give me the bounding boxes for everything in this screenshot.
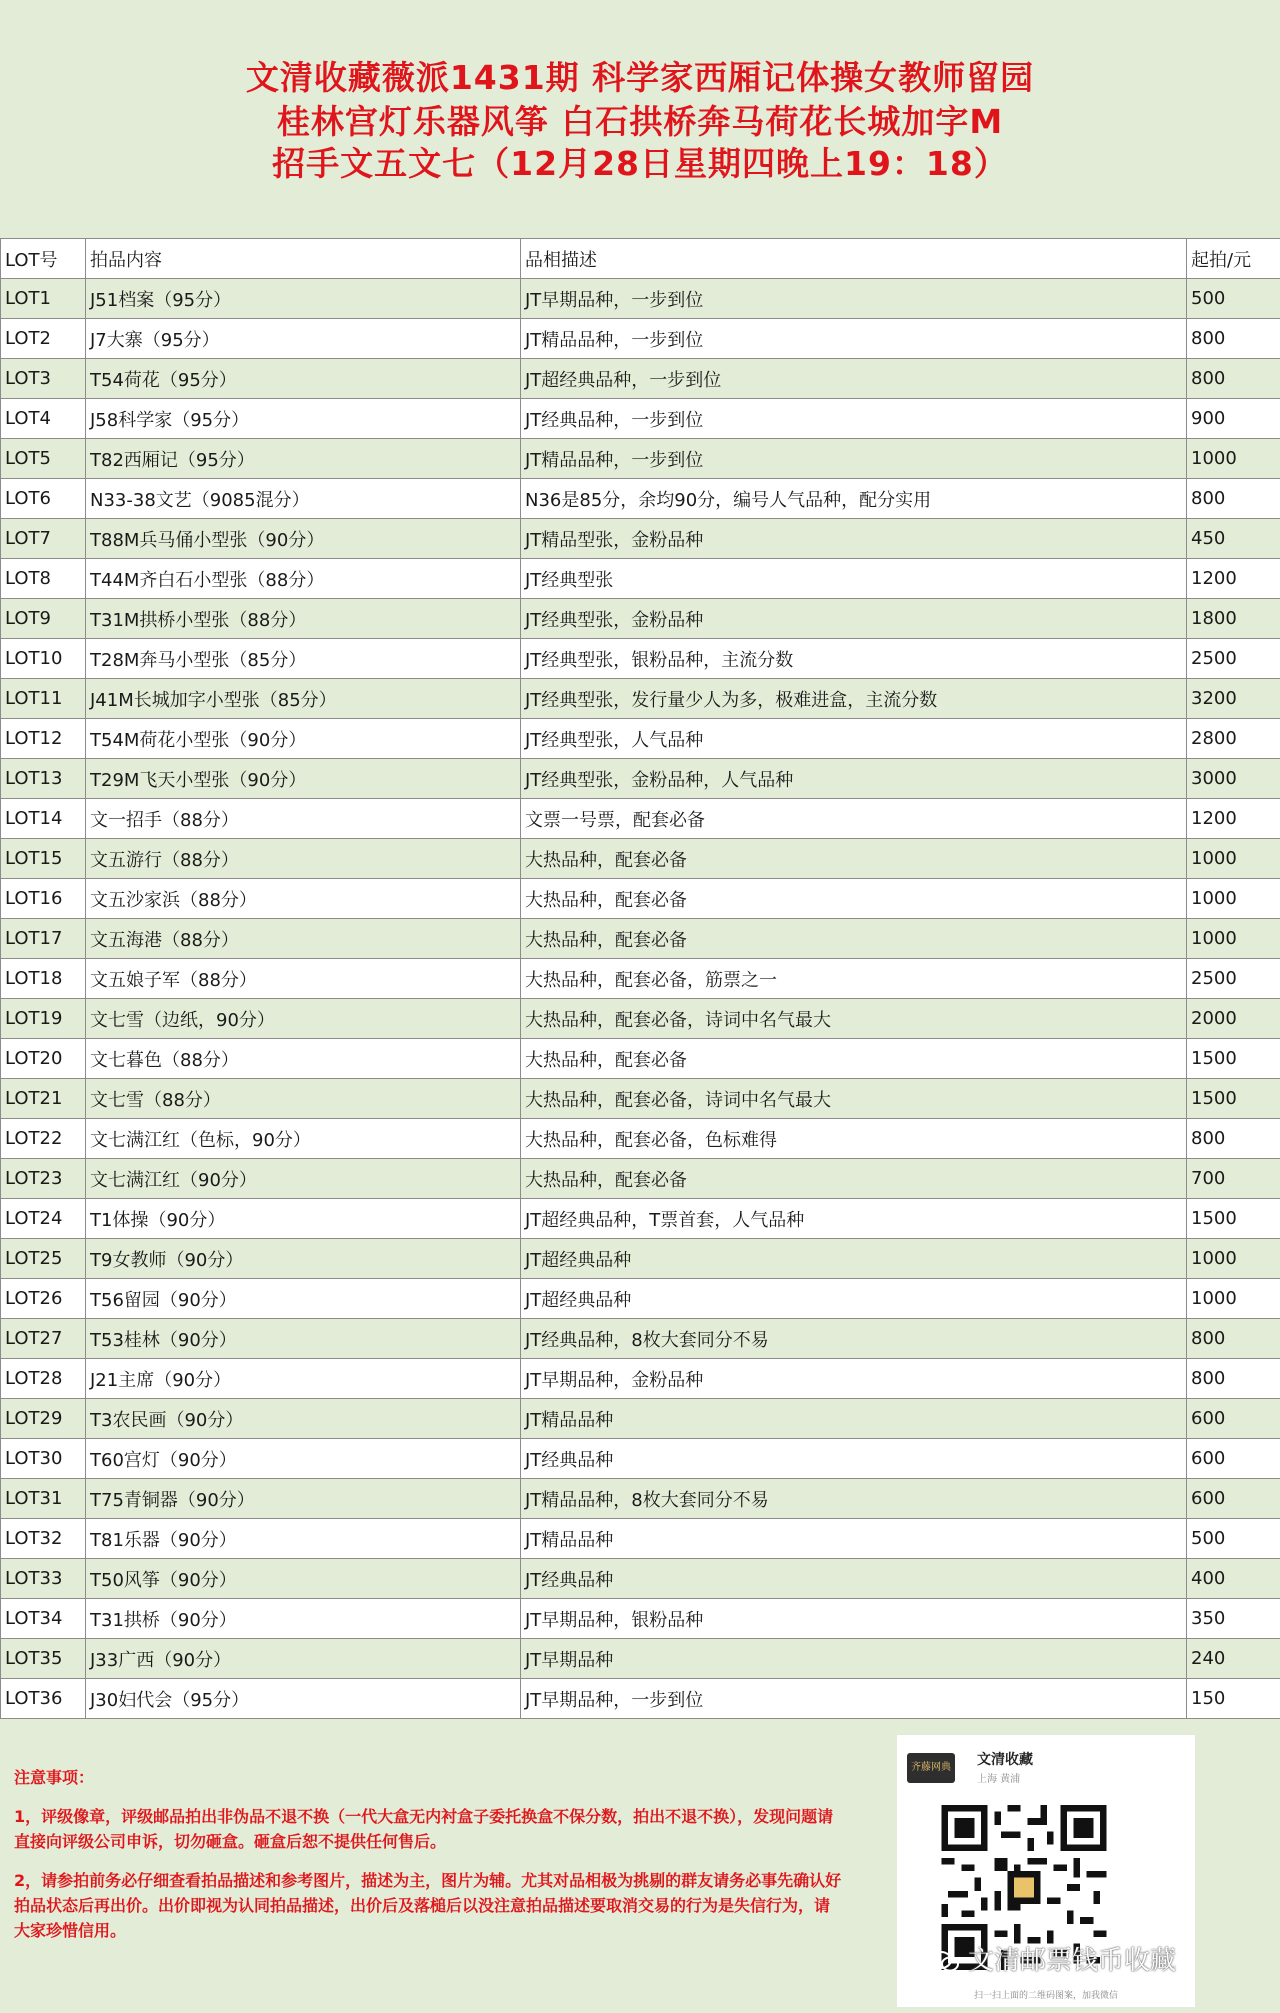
condition-cell: JT精品品种，一步到位 (521, 319, 1187, 359)
start-price-cell: 2000 (1187, 999, 1280, 1039)
item-name-cell: T75青铜器（90分） (86, 1479, 521, 1519)
item-name-cell: 文一招手（88分） (86, 799, 521, 839)
item-name-cell: T31M拱桥小型张（88分） (86, 599, 521, 639)
account-name: 文清收藏 (977, 1752, 1033, 1768)
start-price-cell: 1200 (1187, 559, 1280, 599)
condition-cell: 大热品种，配套必备 (521, 1159, 1187, 1199)
start-price-cell: 500 (1187, 1519, 1280, 1559)
condition-cell: JT经典品种 (521, 1439, 1187, 1479)
start-price-cell: 500 (1187, 279, 1280, 319)
lot-number-cell: LOT22 (1, 1119, 86, 1159)
start-price-cell: 2500 (1187, 959, 1280, 999)
start-price-cell: 2800 (1187, 719, 1280, 759)
start-price-cell: 600 (1187, 1439, 1280, 1479)
item-name-cell: 文五游行（88分） (86, 839, 521, 879)
title-line-3: 招手文五文七（12月28日星期四晚上19：18） (272, 144, 1008, 183)
wechat-watermark (930, 1940, 1176, 1977)
item-name-cell: T60宫灯（90分） (86, 1439, 521, 1479)
table-row (1, 839, 1280, 879)
item-name-cell: 文七满江红（色标，90分） (86, 1119, 521, 1159)
table-row (1, 639, 1280, 679)
lot-number-cell: LOT27 (1, 1319, 86, 1359)
table-row (1, 359, 1280, 399)
start-price-cell: 240 (1187, 1639, 1280, 1679)
item-name-cell: T50风筝（90分） (86, 1559, 521, 1599)
start-price-cell: 3200 (1187, 679, 1280, 719)
column-header-start-price: 起拍/元 (1187, 239, 1280, 279)
item-name-cell: J58科学家（95分） (86, 399, 521, 439)
item-name-cell: J7大寨（95分） (86, 319, 521, 359)
item-name-cell: T29M飞天小型张（90分） (86, 759, 521, 799)
condition-cell: JT经典品种，8枚大套同分不易 (521, 1319, 1187, 1359)
start-price-cell: 1500 (1187, 1079, 1280, 1119)
lot-number-cell: LOT21 (1, 1079, 86, 1119)
table-row (1, 1399, 1280, 1439)
table-row (1, 1599, 1280, 1639)
item-name-cell: T82西厢记（95分） (86, 439, 521, 479)
condition-cell: JT精品品种 (521, 1399, 1187, 1439)
table-row (1, 1319, 1280, 1359)
table-row (1, 319, 1280, 359)
condition-cell: JT经典品种 (521, 1559, 1187, 1599)
item-name-cell: J21主席（90分） (86, 1359, 521, 1399)
item-name-cell: T54荷花（95分） (86, 359, 521, 399)
condition-cell: 大热品种，配套必备 (521, 879, 1187, 919)
start-price-cell: 700 (1187, 1159, 1280, 1199)
start-price-cell: 900 (1187, 399, 1280, 439)
item-name-cell: 文七雪（88分） (86, 1079, 521, 1119)
lot-number-cell: LOT3 (1, 359, 86, 399)
table-row (1, 1079, 1280, 1119)
condition-cell: 文票一号票，配套必备 (521, 799, 1187, 839)
item-name-cell: T53桂林（90分） (86, 1319, 521, 1359)
table-row (1, 1479, 1280, 1519)
column-header-lot: LOT号 (1, 239, 86, 279)
start-price-cell: 800 (1187, 479, 1280, 519)
item-name-cell: N33-38文艺（9085混分） (86, 479, 521, 519)
item-name-cell: J30妇代会（95分） (86, 1679, 521, 1719)
start-price-cell: 800 (1187, 1319, 1280, 1359)
item-name-cell: T31拱桥（90分） (86, 1599, 521, 1639)
condition-cell: JT早期品种，一步到位 (521, 279, 1187, 319)
condition-cell: 大热品种，配套必备，诗词中名气最大 (521, 1079, 1187, 1119)
item-name-cell: T54M荷花小型张（90分） (86, 719, 521, 759)
lot-number-cell: LOT1 (1, 279, 86, 319)
condition-cell: JT早期品种 (521, 1639, 1187, 1679)
item-name-cell: T28M奔马小型张（85分） (86, 639, 521, 679)
start-price-cell: 3000 (1187, 759, 1280, 799)
lot-number-cell: LOT15 (1, 839, 86, 879)
item-name-cell: J51档案（95分） (86, 279, 521, 319)
item-name-cell: T3农民画（90分） (86, 1399, 521, 1439)
item-name-cell: T81乐器（90分） (86, 1519, 521, 1559)
start-price-cell: 600 (1187, 1399, 1280, 1439)
start-price-cell: 2500 (1187, 639, 1280, 679)
condition-cell: JT经典型张，金粉品种，人气品种 (521, 759, 1187, 799)
item-name-cell: 文五海港（88分） (86, 919, 521, 959)
start-price-cell: 800 (1187, 1359, 1280, 1399)
lot-number-cell: LOT25 (1, 1239, 86, 1279)
account-location: 上海 黄浦 (977, 1774, 1021, 1785)
lot-number-cell: LOT12 (1, 719, 86, 759)
lot-number-cell: LOT32 (1, 1519, 86, 1559)
start-price-cell: 150 (1187, 1679, 1280, 1719)
title-line-2: 桂林宫灯乐器风筝 白石拱桥奔马荷花长城加字M (276, 102, 1004, 141)
column-header-item: 拍品内容 (86, 239, 521, 279)
table-body (1, 279, 1280, 1719)
item-name-cell: J41M长城加字小型张（85分） (86, 679, 521, 719)
lot-number-cell: LOT20 (1, 1039, 86, 1079)
table-row (1, 1039, 1280, 1079)
table-row (1, 1199, 1280, 1239)
lot-number-cell: LOT29 (1, 1399, 86, 1439)
table-row (1, 1279, 1280, 1319)
condition-cell: JT精品品种，8枚大套同分不易 (521, 1479, 1187, 1519)
table-row (1, 1639, 1280, 1679)
table-row (1, 599, 1280, 639)
table-row (1, 1559, 1280, 1599)
table-row (1, 1679, 1280, 1719)
lot-number-cell: LOT16 (1, 879, 86, 919)
start-price-cell: 1000 (1187, 439, 1280, 479)
lot-number-cell: LOT7 (1, 519, 86, 559)
item-name-cell: 文七雪（边纸，90分） (86, 999, 521, 1039)
table-row (1, 1519, 1280, 1559)
item-name-cell: T1体操（90分） (86, 1199, 521, 1239)
table-header-row (1, 239, 1280, 279)
table-row (1, 1359, 1280, 1399)
start-price-cell: 1000 (1187, 919, 1280, 959)
start-price-cell: 1500 (1187, 1039, 1280, 1079)
lot-number-cell: LOT36 (1, 1679, 86, 1719)
table-row (1, 919, 1280, 959)
condition-cell: JT早期品种，金粉品种 (521, 1359, 1187, 1399)
condition-cell: 大热品种，配套必备，色标难得 (521, 1119, 1187, 1159)
condition-cell: JT超经典品种 (521, 1279, 1187, 1319)
condition-cell: JT经典型张，人气品种 (521, 719, 1187, 759)
lot-number-cell: LOT14 (1, 799, 86, 839)
table-row (1, 1239, 1280, 1279)
auction-lot-table (0, 238, 1280, 1719)
table-row (1, 719, 1280, 759)
condition-cell: N36是85分，余均90分，编号人气品种，配分实用 (521, 479, 1187, 519)
table-row (1, 1159, 1280, 1199)
notice-section (14, 1765, 844, 1957)
lot-number-cell: LOT10 (1, 639, 86, 679)
watermark-text: 文清邮票钱币收藏 (968, 1946, 1177, 1976)
lot-number-cell: LOT6 (1, 479, 86, 519)
table-row (1, 559, 1280, 599)
table-row (1, 959, 1280, 999)
lot-number-cell: LOT2 (1, 319, 86, 359)
condition-cell: JT超经典品种 (521, 1239, 1187, 1279)
condition-cell: JT精品品种，一步到位 (521, 439, 1187, 479)
title-line-1: 文清收藏薇派1431期 科学家西厢记体操女教师留园 (245, 58, 1035, 97)
qr-caption: 扫一扫上面的二维码图案，加我微信 (973, 1991, 1118, 2001)
table-row (1, 679, 1280, 719)
item-name-cell: 文五沙家浜（88分） (86, 879, 521, 919)
item-name-cell: T88M兵马俑小型张（90分） (86, 519, 521, 559)
condition-cell: 大热品种，配套必备 (521, 1039, 1187, 1079)
notice-item-2: 2，请参拍前务必仔细查看拍品描述和参考图片，描述为主，图片为辅。尤其对品相极为挑剔的群友请务必事先确认好拍品状态后再出价。出价即视为认同拍品描述，出价后及落槌后以没注意拍品描述要取消交易的行为是失信行为，请大家珍惜信用。 (14, 1871, 842, 1940)
condition-cell: JT精品品种 (521, 1519, 1187, 1559)
table-row (1, 799, 1280, 839)
lot-number-cell: LOT31 (1, 1479, 86, 1519)
condition-cell: 大热品种，配套必备，筋票之一 (521, 959, 1187, 999)
condition-cell: 大热品种，配套必备 (521, 919, 1187, 959)
lot-number-cell: LOT9 (1, 599, 86, 639)
start-price-cell: 1000 (1187, 1279, 1280, 1319)
lot-number-cell: LOT8 (1, 559, 86, 599)
lot-number-cell: LOT19 (1, 999, 86, 1039)
lot-number-cell: LOT18 (1, 959, 86, 999)
start-price-cell: 600 (1187, 1479, 1280, 1519)
table-row (1, 439, 1280, 479)
item-name-cell: T56留园（90分） (86, 1279, 521, 1319)
start-price-cell: 400 (1187, 1559, 1280, 1599)
lot-number-cell: LOT34 (1, 1599, 86, 1639)
condition-cell: JT早期品种，一步到位 (521, 1679, 1187, 1719)
start-price-cell: 450 (1187, 519, 1280, 559)
condition-cell: JT经典型张 (521, 559, 1187, 599)
table-row (1, 1439, 1280, 1479)
notice-item-1: 1，评级像章，评级邮品拍出非伪品不退不换（一代大盒无内衬盒子委托换盒不保分数，拍出不退不换），发现问题请直接向评级公司申诉，切勿砸盒。砸盒后恕不提供任何售后。 (14, 1807, 834, 1851)
table-row (1, 879, 1280, 919)
lot-number-cell: LOT24 (1, 1199, 86, 1239)
notice-title: 注意事项： (14, 1768, 95, 1787)
start-price-cell: 1000 (1187, 839, 1280, 879)
lot-number-cell: LOT26 (1, 1279, 86, 1319)
start-price-cell: 800 (1187, 1119, 1280, 1159)
start-price-cell: 1000 (1187, 1239, 1280, 1279)
table-row (1, 399, 1280, 439)
start-price-cell: 1800 (1187, 599, 1280, 639)
lot-number-cell: LOT35 (1, 1639, 86, 1679)
table-row (1, 519, 1280, 559)
page-header (0, 0, 1280, 233)
start-price-cell: 1000 (1187, 879, 1280, 919)
lot-number-cell: LOT28 (1, 1359, 86, 1399)
lot-number-cell: LOT11 (1, 679, 86, 719)
item-name-cell: J33广西（90分） (86, 1639, 521, 1679)
start-price-cell: 1500 (1187, 1199, 1280, 1239)
lot-number-cell: LOT17 (1, 919, 86, 959)
table-row (1, 1119, 1280, 1159)
item-name-cell: 文七满江红（90分） (86, 1159, 521, 1199)
condition-cell: JT经典型张，金粉品种 (521, 599, 1187, 639)
condition-cell: 大热品种，配套必备，诗词中名气最大 (521, 999, 1187, 1039)
table-row (1, 999, 1280, 1039)
item-name-cell: 文七暮色（88分） (86, 1039, 521, 1079)
table-row (1, 479, 1280, 519)
condition-cell: JT超经典品种，一步到位 (521, 359, 1187, 399)
start-price-cell: 800 (1187, 359, 1280, 399)
column-header-condition: 品相描述 (521, 239, 1187, 279)
lot-number-cell: LOT33 (1, 1559, 86, 1599)
condition-cell: JT经典型张，银粉品种，主流分数 (521, 639, 1187, 679)
brand-logo: 齐藤网典 (907, 1753, 955, 1783)
item-name-cell: 文五娘子军（88分） (86, 959, 521, 999)
lot-number-cell: LOT23 (1, 1159, 86, 1199)
table-row (1, 279, 1280, 319)
condition-cell: JT经典品种，一步到位 (521, 399, 1187, 439)
lot-number-cell: LOT13 (1, 759, 86, 799)
lot-number-cell: LOT4 (1, 399, 86, 439)
item-name-cell: T9女教师（90分） (86, 1239, 521, 1279)
lot-number-cell: LOT30 (1, 1439, 86, 1479)
wechat-icon (930, 1951, 960, 1973)
item-name-cell: T44M齐白石小型张（88分） (86, 559, 521, 599)
start-price-cell: 800 (1187, 319, 1280, 359)
lot-number-cell: LOT5 (1, 439, 86, 479)
condition-cell: JT经典型张，发行量少人为多，极难进盒，主流分数 (521, 679, 1187, 719)
table-row (1, 759, 1280, 799)
condition-cell: JT精品型张，金粉品种 (521, 519, 1187, 559)
start-price-cell: 1200 (1187, 799, 1280, 839)
start-price-cell: 350 (1187, 1599, 1280, 1639)
condition-cell: JT超经典品种，T票首套，人气品种 (521, 1199, 1187, 1239)
condition-cell: JT早期品种，银粉品种 (521, 1599, 1187, 1639)
condition-cell: 大热品种，配套必备 (521, 839, 1187, 879)
